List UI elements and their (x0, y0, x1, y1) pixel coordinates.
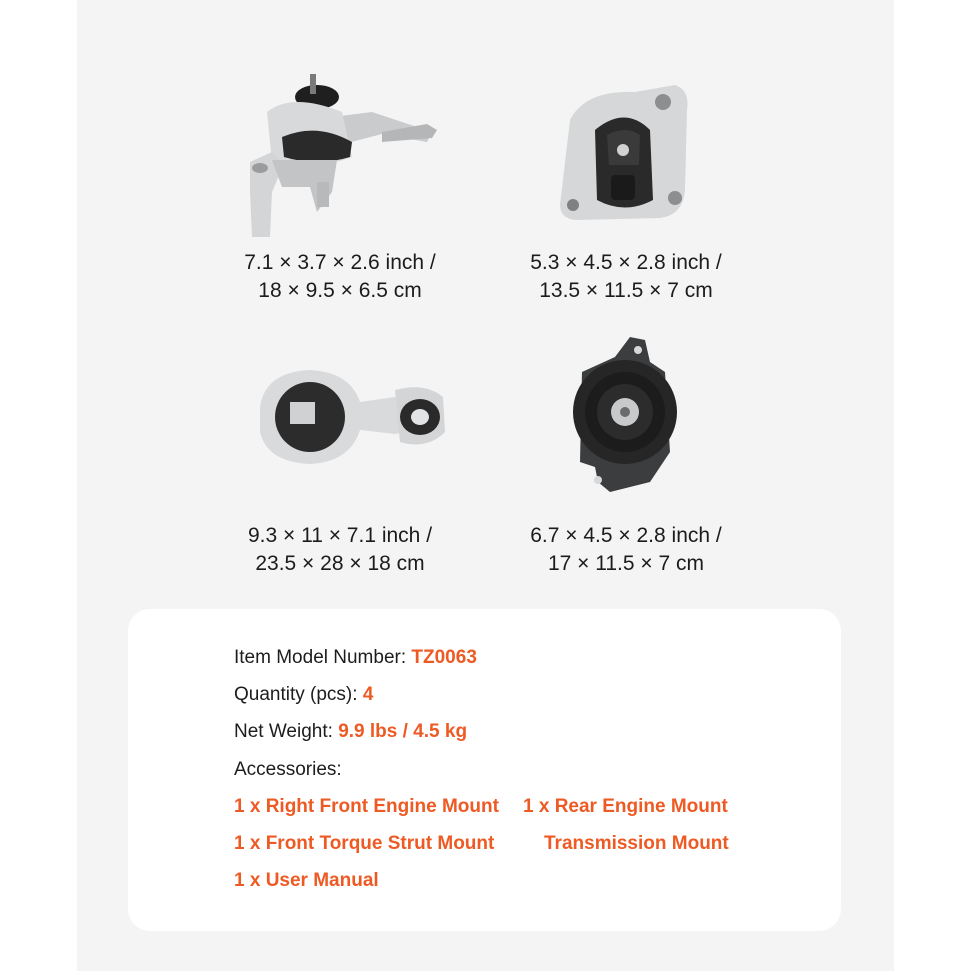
accessory-item: 1 x Rear Engine Mount (523, 796, 728, 817)
transmission-mount-image (555, 80, 695, 230)
quantity-row (234, 684, 373, 706)
model-number-row (234, 647, 477, 669)
dimension-metric: 17 × 11.5 × 7 cm (547, 552, 705, 575)
dimension-imperial: 6.7 × 4.5 × 2.8 inch / (530, 524, 722, 547)
dimension-imperial: 7.1 × 3.7 × 2.6 inch / (244, 251, 436, 274)
dimensions-right-front-engine-mount (190, 249, 490, 305)
dimension-metric: 18 × 9.5 × 6.5 cm (258, 279, 422, 302)
accessory-item: 1 x User Manual (234, 870, 379, 891)
dimensions-front-torque-strut-mount (190, 522, 490, 578)
net-weight-label: Net Weight: (234, 721, 339, 742)
net-weight-row (234, 721, 467, 743)
front-torque-strut-mount-image (255, 362, 450, 470)
right-front-engine-mount-image (232, 72, 442, 242)
model-number-value: TZ0063 (411, 647, 477, 668)
dimensions-transmission-mount (476, 249, 776, 305)
accessory-item: Transmission Mount (544, 833, 729, 854)
accessory-item: 1 x Right Front Engine Mount (234, 796, 499, 817)
accessories-label: Accessories: (234, 759, 342, 780)
net-weight-value: 9.9 lbs / 4.5 kg (338, 721, 468, 742)
dimensions-rear-engine-mount (476, 522, 776, 578)
rear-engine-mount-image (570, 332, 685, 497)
quantity-value: 4 (362, 684, 374, 705)
model-number-label: Item Model Number: (234, 647, 412, 668)
dimension-imperial: 5.3 × 4.5 × 2.8 inch / (530, 251, 722, 274)
dimension-imperial: 9.3 × 11 × 7.1 inch / (247, 524, 433, 547)
accessory-item: 1 x Front Torque Strut Mount (234, 833, 495, 854)
dimension-metric: 13.5 × 11.5 × 7 cm (539, 279, 713, 302)
quantity-label: Quantity (pcs): (234, 684, 363, 705)
dimension-metric: 23.5 × 28 × 18 cm (255, 552, 425, 575)
